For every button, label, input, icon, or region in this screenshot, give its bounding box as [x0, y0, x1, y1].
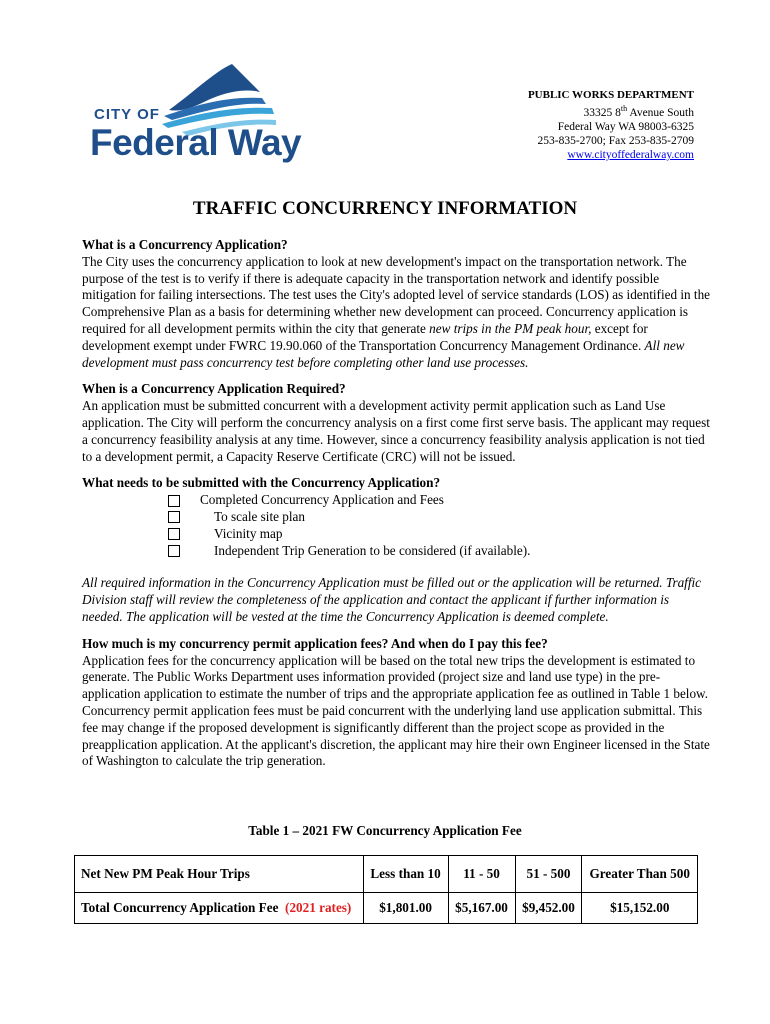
department-name: PUBLIC WORKS DEPARTMENT — [527, 89, 694, 101]
header-cell: Greater Than 500 — [582, 856, 698, 893]
header-cell: 11 - 50 — [448, 856, 515, 893]
checklist — [168, 492, 712, 559]
checklist-item: Completed Concurrency Application and Fees — [168, 492, 712, 509]
website-link[interactable]: www.cityoffederalway.com — [567, 148, 694, 161]
section3-heading: What needs to be submitted with the Concurrency Application? — [82, 475, 441, 491]
checklist-item: To scale site plan — [168, 509, 712, 526]
street-address: 33325 8th Avenue South — [583, 104, 694, 119]
logo-federal-way: Federal Way — [90, 122, 302, 163]
checkbox-icon[interactable] — [168, 495, 180, 507]
section4-heading: How much is my concurrency permit application fees? And when do I pay this fee? — [82, 635, 548, 651]
header-cell: Less than 10 — [363, 856, 448, 893]
header-cell: 51 - 500 — [515, 856, 582, 893]
section1-body: The City uses the concurrency application to look at new development's impact on the transportation network. The purpose of the test is to verify if there is adequate capacity in the transportation network and identify possible mitigation for failing intersections. The test uses the City's adopted level of service standards (LOS) as identified in the Comprehensive Plan as a basis for determining whether new development can proceed. Concurrency application is required for all development permits within the city that generate new trips in the PM peak hour, except for development exempt under FWRC 19.90.060 of the Transportation Concurrency Management Ordinance. All new development must pass concurrency test before completing other land use processes. — [82, 253, 711, 370]
rate-year: (2021 rates) — [285, 900, 352, 915]
checkbox-icon[interactable] — [168, 511, 180, 523]
city-line: Federal Way WA 98003-6325 — [557, 120, 694, 133]
document-body — [82, 237, 712, 770]
section1-heading: What is a Concurrency Application? — [82, 237, 288, 252]
completeness-note: All required information in the Concurrency Application must be filled out or the application will be returned. Traffic Division staff will review the completeness of the application and contact the applicant if further information is needed. The application will be vested at the time the Concurrency Application is deemed complete. — [82, 575, 702, 624]
department-address — [528, 88, 694, 162]
checkbox-icon[interactable] — [168, 528, 180, 540]
fee-cell: $5,167.00 — [448, 893, 515, 924]
checklist-item: Vicinity map — [168, 526, 712, 543]
fee-cell: $15,152.00 — [582, 893, 698, 924]
phone-line: 253-835-2700; Fax 253-835-2709 — [537, 134, 694, 147]
section2-body: An application must be submitted concurrent with a development activity permit application such as Land Use application. The City will perform the concurrency analysis on a first come first serve basis. The applicant may request a concurrency feasibility analysis at any time. However, since a concurrency feasibility analysis application is not tied to a development permit, a Capacity Reserve Certificate (CRC) will not be issued. — [82, 398, 710, 464]
checklist-item: Independent Trip Generation to be considered (if available). — [168, 543, 712, 560]
section4-body: Application fees for the concurrency application will be based on the total new trips the development is estimated to generate. The Public Works Department uses information provided (project size and land use type) in the pre-application application to estimate the number of trips and the appropriate application fee as outlined in Table 1 below. Concurrency permit application fees must be paid concurrent with the underlying land use application submittal. This fee may change if the proposed development is significantly different than the project scope as provided in the preapplication application. At the applicant's discretion, the applicant may hire their own Engineer licensed in the State of Washington to calculate the trip generation. — [82, 652, 710, 769]
fee-table — [74, 855, 698, 924]
logo-city-of: CITY OF — [94, 106, 160, 123]
page-title: TRAFFIC CONCURRENCY INFORMATION — [192, 198, 578, 219]
row-label-fee: Total Concurrency Application Fee (2021 rates) — [75, 893, 364, 924]
fee-cell: $9,452.00 — [515, 893, 582, 924]
city-logo — [84, 62, 334, 162]
fee-cell: $1,801.00 — [363, 893, 448, 924]
section2-heading: When is a Concurrency Application Required? — [82, 381, 346, 397]
table-caption: Table 1 – 2021 FW Concurrency Application Fee — [248, 823, 522, 838]
table-row — [75, 856, 698, 893]
table-row — [75, 893, 698, 924]
checkbox-icon[interactable] — [168, 545, 180, 557]
row-label-trips: Net New PM Peak Hour Trips — [75, 856, 364, 893]
